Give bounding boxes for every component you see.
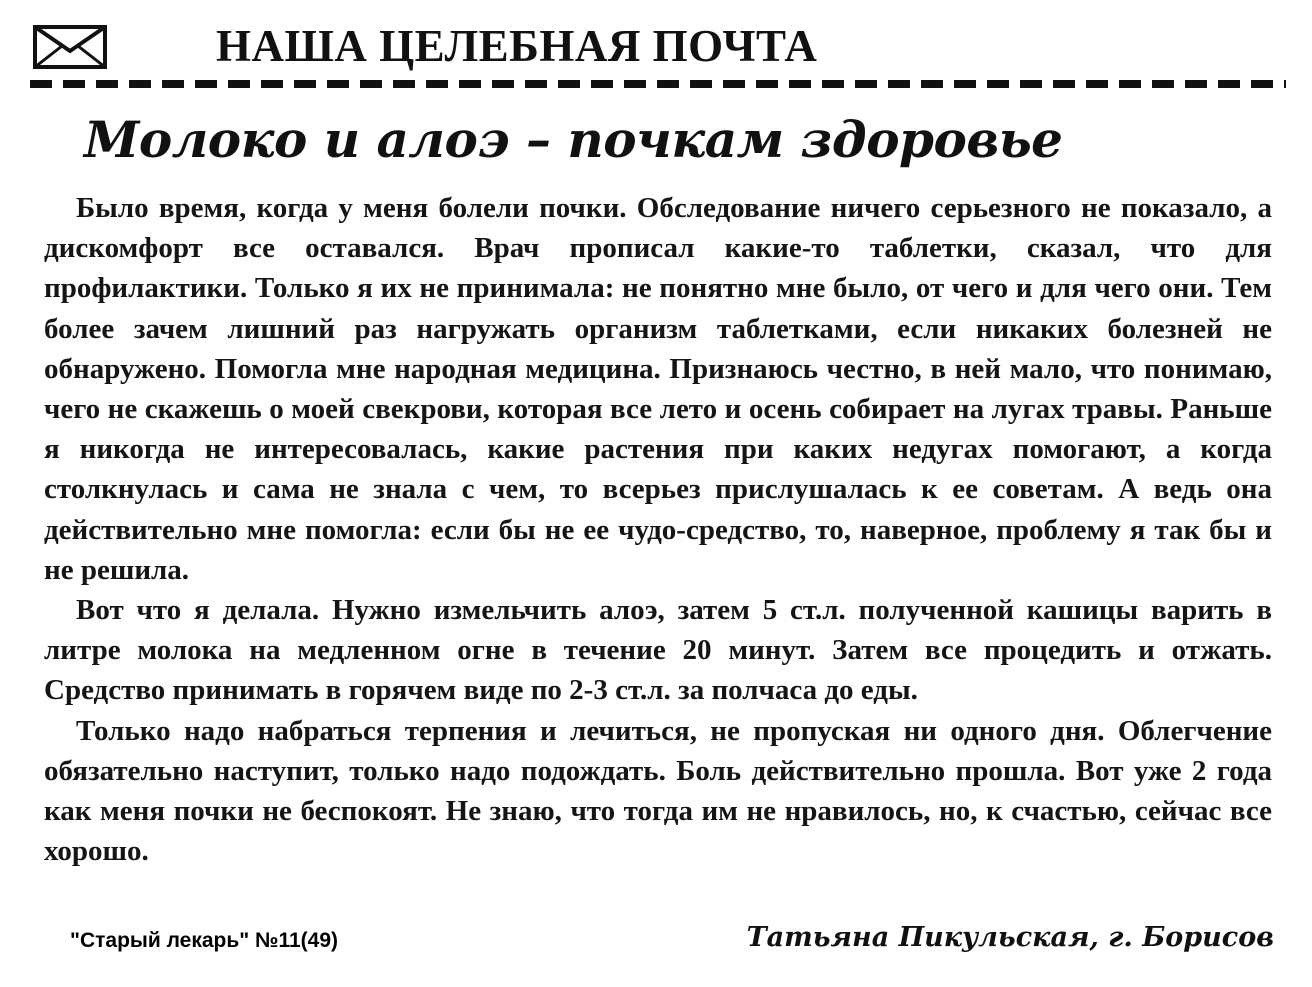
article-paragraph-3: Только надо набраться терпения и лечиться, не пропуская ни одного дня. Облегчение обязательно наступит, только надо подождать. Боль действительно прошла. Вот уже 2 года как меня почки не беспокоят. Не знаю, что тогда им не нравилось, но, к счастью, сейчас все хорошо. [44, 714, 1272, 868]
section-title: НАША ЦЕЛЕБНАЯ ПОЧТА [216, 21, 818, 71]
article-author: Татьяна Пикульская, г. Борисов [746, 922, 1274, 953]
article-body [44, 188, 1272, 871]
section-header [28, 14, 1290, 74]
article-paragraph-1: Было время, когда у меня болели почки. Обследование ничего серьезного не показало, а дискомфорт все оставался. Врач прописал какие-то таблетки, сказал, что для профилактики. Только я их не принимала: не понятно мне было, от чего и для чего они. Тем более зачем лишний раз нагружать организм таблетками, если никаких болезней не обнаружено. Помогла мне народная медицина. Признаюсь честно, в ней мало, что понимаю, чего не скажешь о моей свекрови, которая все лето и осень собирает на лугах травы. Раньше я никогда не интересовалась, какие растения при каких недугах помогают, а когда столкнулась и сама не знала с чем, то всерьез прислушалась к ее советам. А ведь она действительно мне помогла: если бы не ее чудо-средство, то, наверное, проблему я так бы и не решила. [44, 192, 1272, 586]
publication-source: "Старый лекарь" №11(49) [70, 929, 339, 952]
article-headline: Молоко и алоэ – почкам здоровье [84, 110, 1063, 169]
dashed-divider [30, 80, 1286, 88]
article-paragraph-2: Вот что я делала. Нужно измельчить алоэ, затем 5 ст.л. полученной кашицы варить в литре молока на медленном огне в течение 20 минут. Затем все процедить и отжать. Средство принимать в горячем виде по 2-3 ст.л. за полчаса до еды. [44, 594, 1272, 707]
envelope-icon [32, 24, 108, 70]
